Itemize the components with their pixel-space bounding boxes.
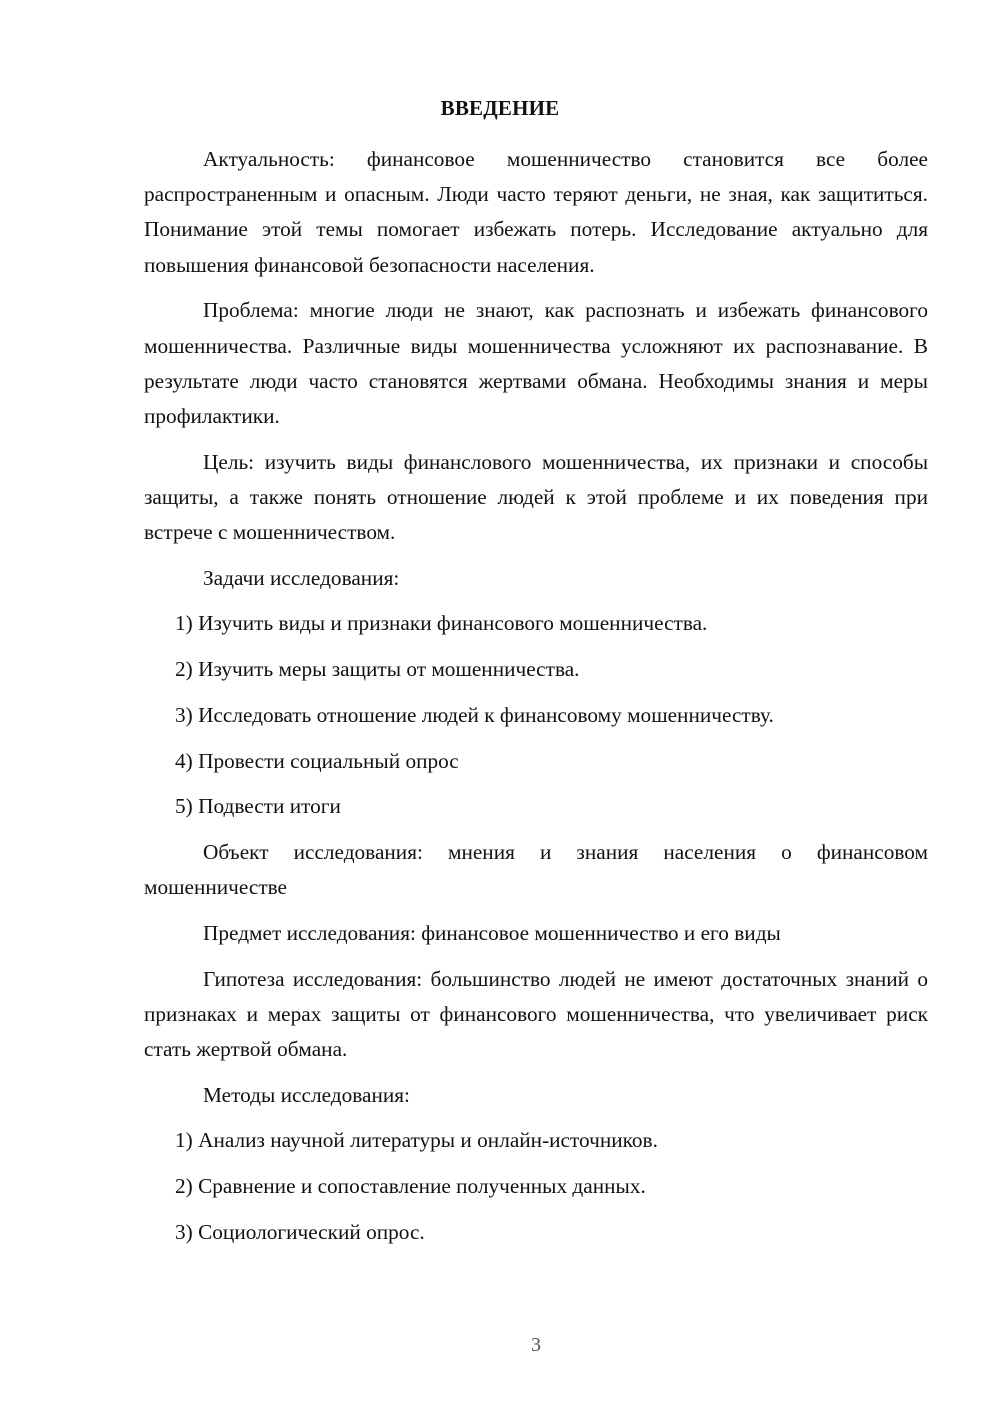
object-paragraph: Объект исследования: мнения и знания населения о финансовом мошенничестве [144, 839, 928, 900]
method-item: 3) Социологический опрос. [175, 1219, 425, 1244]
task-item: 3) Исследовать отношение людей к финансовому мошенничеству. [175, 702, 774, 727]
task-item: 2) Изучить меры защиты от мошенничества. [175, 657, 580, 682]
method-item: 1) Анализ научной литературы и онлайн-источников. [175, 1128, 658, 1153]
task-item: 5) Подвести итоги [175, 794, 341, 819]
hypothesis-paragraph: Гипотеза исследования: большинство людей не имеют достаточных знаний о признаках и мерах защиты от финансового мошенничества, что увеличивает риск стать жертвой обмана. [144, 966, 928, 1061]
tasks-heading: Задачи исследования: [203, 565, 400, 590]
methods-heading: Методы исследования: [203, 1082, 410, 1107]
subject-paragraph: Предмет исследования: финансовое мошенничество и его виды [203, 920, 781, 945]
task-item: 1) Изучить виды и признаки финансового мошенничества. [175, 611, 708, 636]
section-heading: ВВЕДЕНИЕ [440, 96, 560, 120]
task-item: 4) Провести социальный опрос [175, 748, 459, 773]
problem-paragraph: Проблема: многие люди не знают, как распознать и избежать финансового мошенничества. Различные виды мошенничества усложняют их распознавание. В результате люди часто становятся жертвами обмана. Необходимы знания и меры профилактики. [144, 298, 928, 428]
relevance-paragraph: Актуальность: финансовое мошенничество становится все более распространенным и опасным. Люди часто теряют деньги, не зная, как защититься. Понимание этой темы помогает избежать потерь. Исследование актуально для повышения финансовой безопасности населения. [144, 147, 928, 277]
method-item: 2) Сравнение и сопоставление полученных данных. [175, 1174, 646, 1199]
document-body [144, 142, 928, 1250]
page-number: 3 [531, 1334, 541, 1356]
goal-paragraph: Цель: изучить виды финанслового мошенничества, их признаки и способы защиты, а также понять отношение людей к этой проблеме и их поведения при встрече с мошенничеством. [144, 449, 928, 545]
